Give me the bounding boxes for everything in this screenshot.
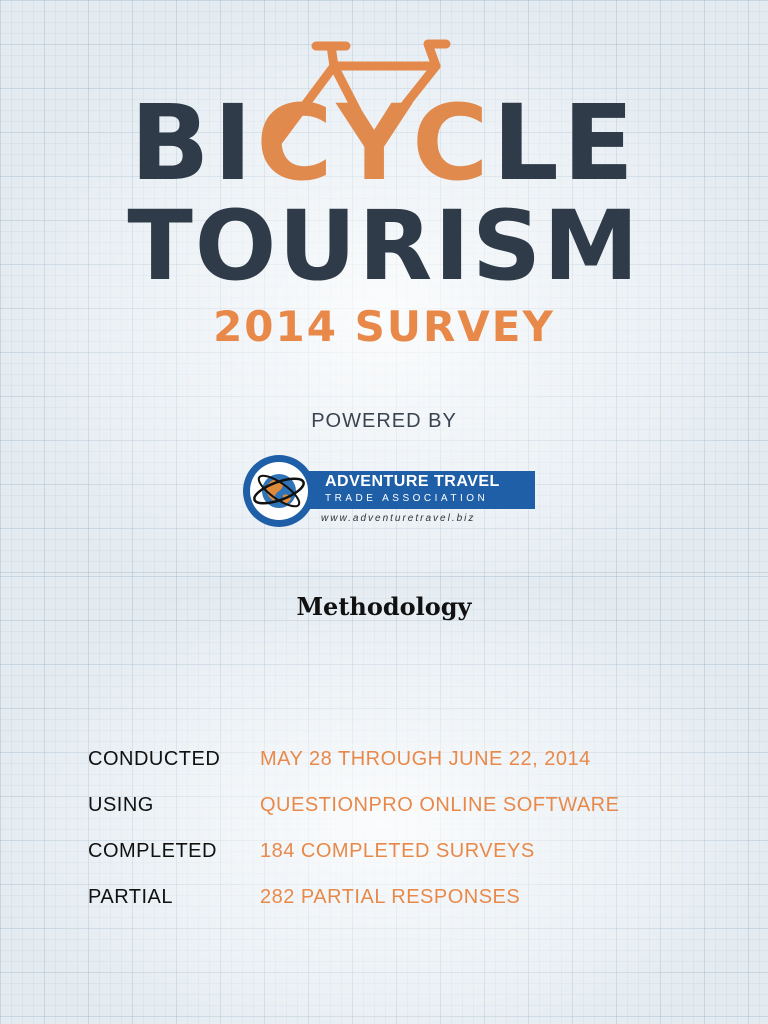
title-part-3: LE xyxy=(492,82,638,204)
methodology-list xyxy=(88,748,708,932)
title-part-highlight: CYC xyxy=(256,82,493,204)
atta-logo[interactable] xyxy=(241,450,537,532)
logo-banner xyxy=(301,471,535,509)
row-label: COMPLETED xyxy=(88,840,217,862)
methodology-row xyxy=(88,840,708,886)
methodology-heading: Methodology xyxy=(296,592,472,621)
title-bicycle xyxy=(0,82,768,204)
row-label: USING xyxy=(88,794,154,816)
powered-by-label: POWERED BY xyxy=(311,410,457,432)
title-part-1: BI xyxy=(130,82,257,204)
logo-url[interactable]: www.adventuretravel.biz xyxy=(321,513,476,524)
row-label: PARTIAL xyxy=(88,886,174,908)
methodology-slide xyxy=(0,576,768,1024)
row-value: MAY 28 THROUGH JUNE 22, 2014 xyxy=(260,748,591,770)
row-value: 282 PARTIAL RESPONSES xyxy=(260,886,521,908)
methodology-row xyxy=(88,748,708,794)
logo-name: ADVENTURE TRAVEL xyxy=(325,473,500,490)
subtitle: 2014 SURVEY xyxy=(213,302,555,351)
globe-icon xyxy=(241,453,317,529)
row-value: 184 COMPLETED SURVEYS xyxy=(260,840,535,862)
logo-subname: TRADE ASSOCIATION xyxy=(325,493,489,504)
row-label: CONDUCTED xyxy=(88,748,221,770)
row-value: QUESTIONPRO ONLINE SOFTWARE xyxy=(260,794,620,816)
title-tourism: TOURISM xyxy=(127,190,641,302)
methodology-row xyxy=(88,886,708,932)
methodology-row xyxy=(88,794,708,840)
